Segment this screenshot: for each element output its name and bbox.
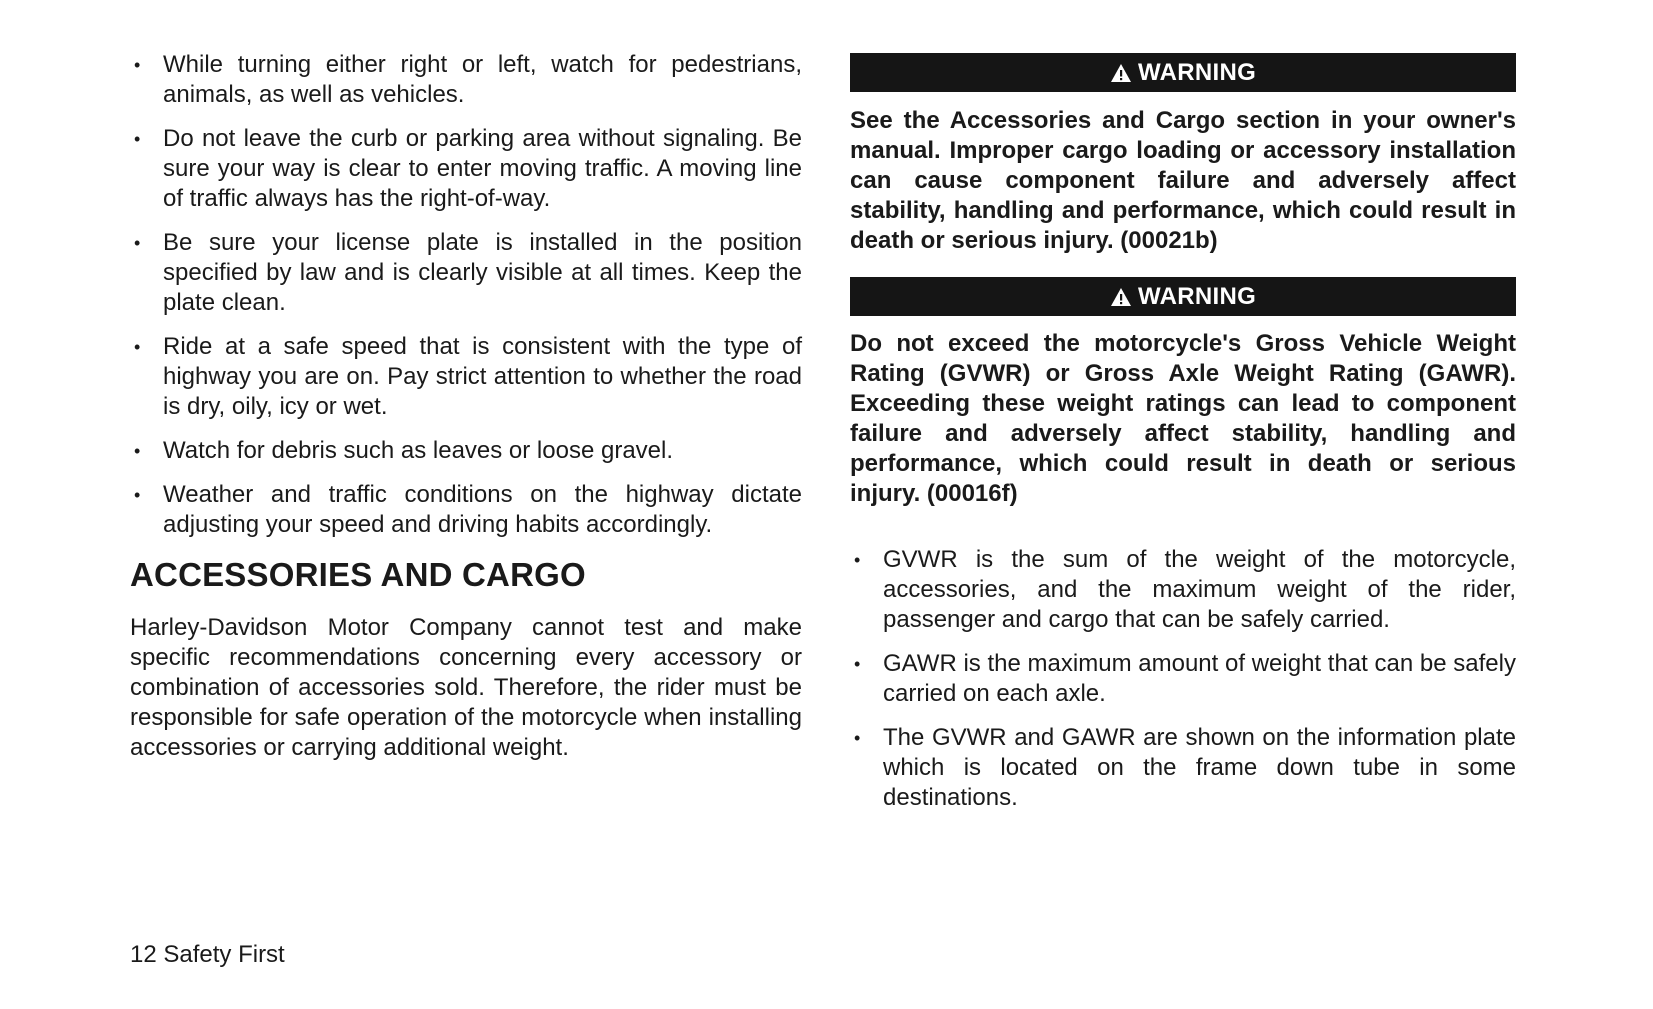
list-item: • Ride at a safe speed that is consistent with the type of highway you are on. Pay strict attention to whether the road is dry, oily, icy or wet. [130, 332, 802, 422]
page-footer: 12 Safety First [130, 941, 285, 968]
list-item: • Do not leave the curb or parking area without signaling. Be sure your way is clear to enter moving traffic. A moving line of traffic always has the right-of-way. [130, 124, 802, 214]
warning-triangle-icon [1110, 63, 1132, 83]
warning-text: See the Accessories and Cargo section in your owner's manual. Improper cargo loading or accessory installation can cause component failure and adversely affect stability, handling and performance, which could result in death or serious injury. (00021b) [850, 107, 1516, 254]
section-title: ACCESSORIES AND CARGO [130, 556, 586, 593]
list-item: • The GVWR and GAWR are shown on the information plate which is located on the frame down tube in some destinations. [850, 723, 1516, 813]
list-item: • GVWR is the sum of the weight of the motorcycle, accessories, and the maximum weight of the rider, passenger and cargo that can be safely carried. [850, 545, 1516, 635]
warning-label: WARNING [1137, 58, 1257, 86]
list-item: • Weather and traffic conditions on the highway dictate adjusting your speed and driving habits accordingly. [130, 480, 802, 540]
weight-rating-list [850, 545, 1516, 827]
warning-banner [850, 53, 1516, 92]
warning-text: Do not exceed the motorcycle's Gross Vehicle Weight Rating (GVWR) or Gross Axle Weight Rating (GAWR). Exceeding these weight ratings can lead to component failure and adversely affect stability, handling and performance, which could result in death or serious injury. (00016f) [850, 330, 1516, 507]
warning-label: WARNING [1137, 282, 1257, 310]
riding-tips-list [130, 50, 802, 554]
list-item: • GAWR is the maximum amount of weight that can be safely carried on each axle. [850, 649, 1516, 709]
section-body: Harley-Davidson Motor Company cannot test and make specific recommendations concerning every accessory or combination of accessories sold. Therefore, the rider must be responsible for safe operation of the motorcycle when installing accessories or carrying additional weight. [130, 614, 802, 761]
list-item: • Watch for debris such as leaves or loose gravel. [130, 436, 802, 466]
list-item: • While turning either right or left, watch for pedestrians, animals, as well as vehicles. [130, 50, 802, 110]
warning-triangle-icon [1110, 287, 1132, 307]
warning-banner [850, 277, 1516, 316]
list-item: • Be sure your license plate is installed in the position specified by law and is clearly visible at all times. Keep the plate clean. [130, 228, 802, 318]
